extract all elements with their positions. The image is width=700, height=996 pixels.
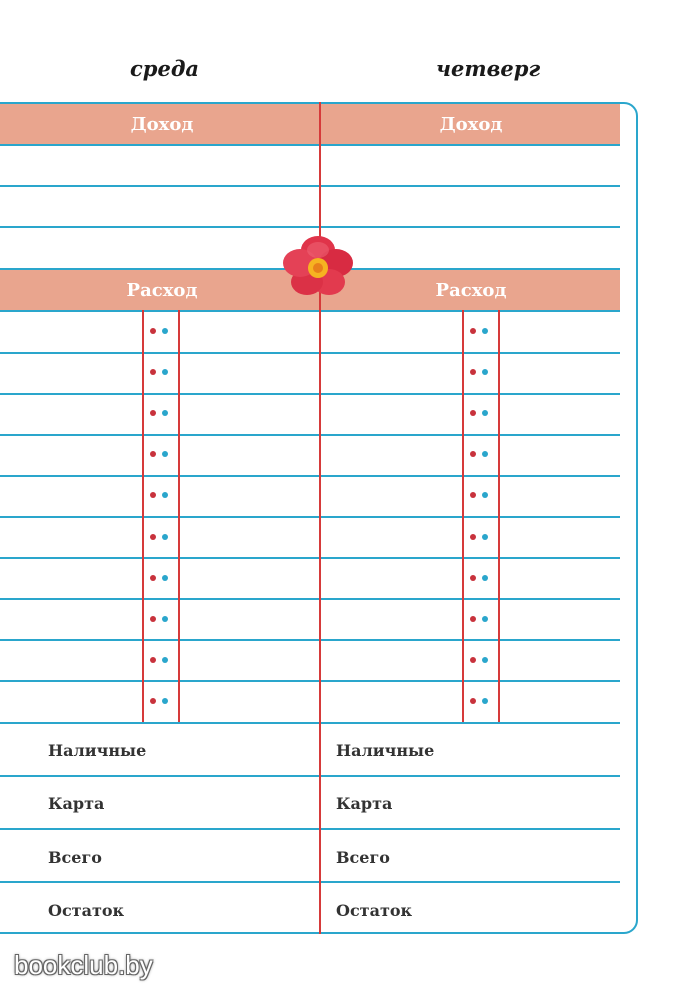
dot-blue	[482, 575, 488, 581]
rule-line	[0, 475, 620, 477]
dot-blue	[482, 616, 488, 622]
dot-blue	[162, 616, 168, 622]
amount-column-line	[142, 310, 144, 722]
dot-red	[150, 534, 156, 540]
dot-blue	[482, 410, 488, 416]
rule-line	[0, 598, 620, 600]
dot-blue	[162, 410, 168, 416]
day-title-wednesday: среда	[130, 56, 200, 81]
dot-blue	[162, 451, 168, 457]
rule-line	[0, 557, 620, 559]
dot-red	[150, 698, 156, 704]
dot-red	[470, 575, 476, 581]
dot-red	[470, 534, 476, 540]
dot-blue	[162, 369, 168, 375]
dot-blue	[482, 328, 488, 334]
dot-red	[470, 369, 476, 375]
dot-blue	[162, 698, 168, 704]
flower-icon	[276, 234, 360, 298]
day-title-thursday: четверг	[436, 56, 541, 81]
rule-line	[0, 226, 620, 228]
rule-line	[0, 775, 620, 777]
total-label-balance-thursday: Остаток	[336, 901, 413, 920]
dot-red	[470, 492, 476, 498]
dot-red	[150, 657, 156, 663]
total-label-sum-wednesday: Всего	[48, 848, 102, 867]
amount-column-line	[498, 310, 500, 722]
dot-blue	[162, 575, 168, 581]
rule-line	[0, 352, 620, 354]
dot-blue	[482, 369, 488, 375]
dot-blue	[162, 328, 168, 334]
dot-red	[470, 657, 476, 663]
dot-blue	[162, 534, 168, 540]
expense-header-wednesday: Расход	[126, 279, 198, 301]
income-header-band	[0, 104, 620, 144]
dot-red	[150, 328, 156, 334]
rule-line	[0, 722, 620, 724]
dot-blue	[482, 451, 488, 457]
rule-line	[0, 828, 620, 830]
rule-line	[0, 434, 620, 436]
dot-red	[470, 451, 476, 457]
total-label-cash-wednesday: Наличные	[48, 741, 147, 760]
dot-red	[150, 369, 156, 375]
dot-blue	[482, 534, 488, 540]
rule-line	[0, 639, 620, 641]
expense-header-thursday: Расход	[435, 279, 507, 301]
dot-red	[150, 492, 156, 498]
amount-column-line	[178, 310, 180, 722]
dot-blue	[162, 657, 168, 663]
rule-line	[0, 881, 620, 883]
income-header-wednesday: Доход	[130, 113, 194, 135]
dot-red	[470, 410, 476, 416]
rule-line	[0, 680, 620, 682]
amount-column-line	[462, 310, 464, 722]
dot-blue	[482, 492, 488, 498]
rule-line	[0, 516, 620, 518]
rule-line	[0, 310, 620, 312]
income-header-thursday: Доход	[439, 113, 503, 135]
dot-blue	[482, 657, 488, 663]
watermark: bookclub.by	[14, 950, 153, 980]
total-label-sum-thursday: Всего	[336, 848, 390, 867]
total-label-card-thursday: Карта	[336, 794, 393, 813]
dot-red	[470, 698, 476, 704]
dot-red	[470, 328, 476, 334]
rule-line	[0, 144, 620, 146]
dot-red	[150, 451, 156, 457]
total-label-cash-thursday: Наличные	[336, 741, 435, 760]
day-divider-line	[319, 102, 321, 934]
rule-line	[0, 185, 620, 187]
dot-red	[150, 616, 156, 622]
total-label-balance-wednesday: Остаток	[48, 901, 125, 920]
dot-blue	[162, 492, 168, 498]
dot-blue	[482, 698, 488, 704]
dot-red	[470, 616, 476, 622]
dot-red	[150, 410, 156, 416]
rule-line	[0, 393, 620, 395]
dot-red	[150, 575, 156, 581]
total-label-card-wednesday: Карта	[48, 794, 105, 813]
